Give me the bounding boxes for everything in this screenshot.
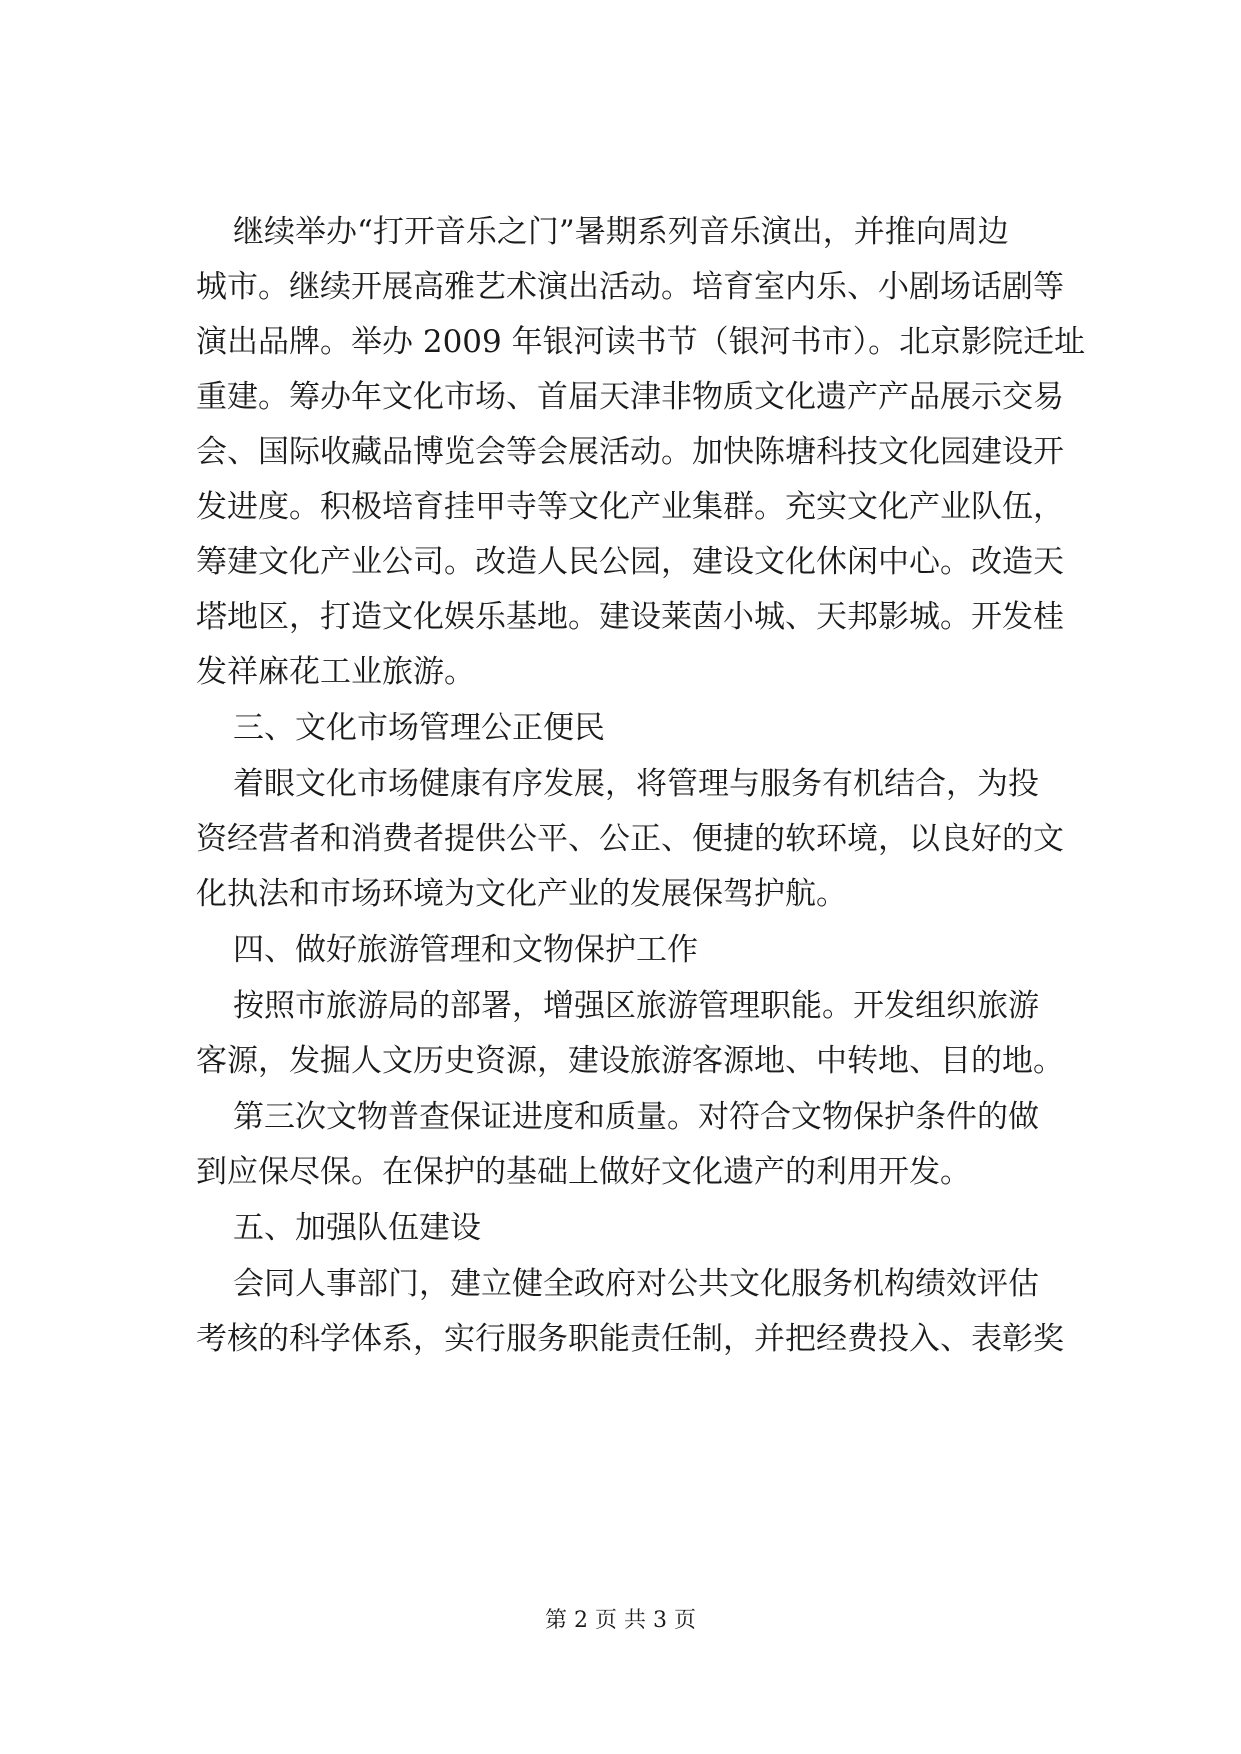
section-heading: 三、文化市场管理公正便民	[233, 710, 605, 746]
section-heading: 五、加强队伍建设	[233, 1210, 481, 1246]
paragraph-line: 着眼文化市场健康有序发展，将管理与服务有机结合，为投	[233, 766, 1039, 802]
paragraph-line: 化执法和市场环境为文化产业的发展保驾护航。	[196, 876, 847, 912]
paragraph-line: 第三次文物普查保证进度和质量。对符合文物保护条件的做	[233, 1099, 1039, 1135]
section-heading: 四、做好旅游管理和文物保护工作	[233, 932, 698, 968]
paragraph-line: 考核的科学体系，实行服务职能责任制，并把经费投入、表彰奖	[196, 1321, 1064, 1357]
paragraph-line: 城市。继续开展高雅艺术演出活动。培育室内乐、小剧场话剧等	[196, 269, 1064, 305]
paragraph-line: 到应保尽保。在保护的基础上做好文化遗产的利用开发。	[196, 1154, 971, 1190]
paragraph-line: 筹建文化产业公司。改造人民公园，建设文化休闲中心。改造天	[196, 544, 1064, 580]
paragraph-line: 客源，发掘人文历史资源，建设旅游客源地、中转地、目的地。	[196, 1043, 1064, 1079]
paragraph-line: 会、国际收藏品博览会等会展活动。加快陈塘科技文化园建设开	[196, 434, 1064, 470]
paragraph-line: 发进度。积极培育挂甲寺等文化产业集群。充实文化产业队伍，	[196, 489, 1064, 525]
paragraph-line: 演出品牌。举办 2009 年银河读书节（银河书市）。北京影院迁址	[196, 324, 1086, 360]
paragraph-line: 塔地区，打造文化娱乐基地。建设莱茵小城、天邦影城。开发桂	[196, 599, 1064, 635]
paragraph-line: 发祥麻花工业旅游。	[196, 654, 475, 690]
paragraph-line: 继续举办“打开音乐之门”暑期系列音乐演出，并推向周边	[233, 214, 1009, 250]
paragraph-line: 重建。筹办年文化市场、首届天津非物质文化遗产产品展示交易	[196, 379, 1064, 415]
paragraph-line: 按照市旅游局的部署，增强区旅游管理职能。开发组织旅游	[233, 988, 1039, 1024]
paragraph-line: 资经营者和消费者提供公平、公正、便捷的软环境，以良好的文	[196, 821, 1064, 857]
paragraph-line: 会同人事部门，建立健全政府对公共文化服务机构绩效评估	[233, 1266, 1039, 1302]
page-footer: 第 2 页 共 3 页	[545, 1608, 696, 1633]
